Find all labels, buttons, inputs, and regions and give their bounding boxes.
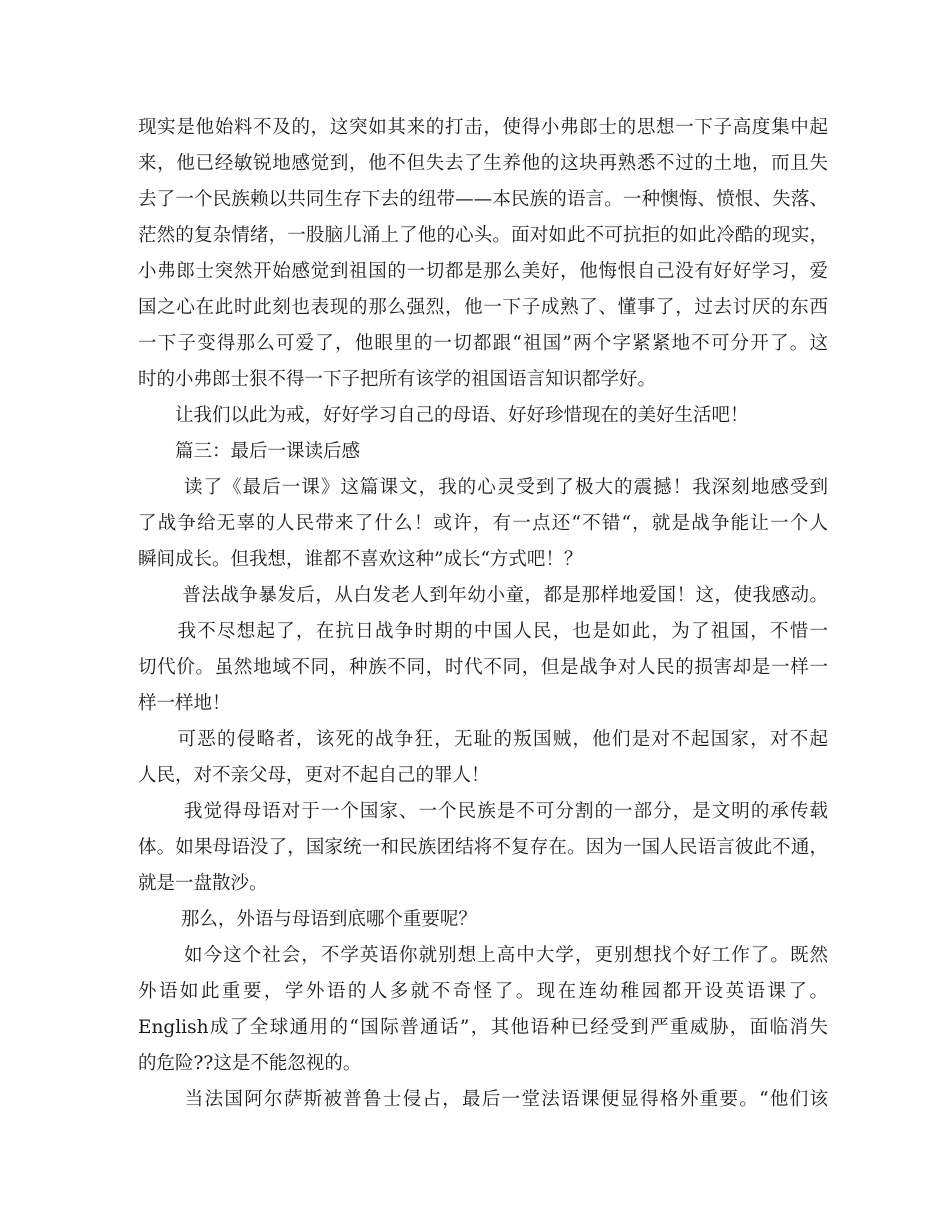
text-line: 如今这个社会，不学英语你就别想上高中大学，更别想找个好工作了。既然 [138,945,828,966]
text-line: 切代价。虽然地域不同，种族不同，时代不同，但是战争对人民的损害却是一样一 [138,657,828,678]
text-line: 的危险??这是不能忽视的。 [138,1053,362,1074]
text-line: 外语如此重要，学外语的人多就不奇怪了。现在连幼稚园都开设英语课了。 [138,981,828,1002]
section-heading: 篇三：最后一课读后感 [138,441,361,462]
text-line: 一下子变得那么可爱了，他眼里的一切都跟“祖国”两个字紧紧地不可分开了。这 [138,333,828,354]
text-line: 我不尽想起了，在抗日战争时期的中国人民，也是如此，为了祖国，不惜一 [138,621,828,642]
text-line: 小弗郎士突然开始感觉到祖国的一切都是那么美好，他悔恨自己没有好好学习，爱 [138,261,828,282]
text-line: 普法战争暴发后，从白发老人到年幼小童，都是那样地爱国！这，使我感动。 [138,585,828,606]
text-line: 读了《最后一课》这篇课文，我的心灵受到了极大的震撼！我深刻地感受到 [138,477,828,498]
text-line: 那么，外语与母语到底哪个重要呢？ [138,909,477,930]
text-line: 时的小弗郎士狠不得一下子把所有该学的祖国语言知识都学好。 [138,369,657,390]
text-line: 了战争给无辜的人民带来了什么！或许，有一点还“不错“，就是战争能让一个人 [138,513,828,534]
text-line: 瞬间成长。但我想，谁都不喜欢这种”成长“方式吧！？ [138,549,583,570]
text-line: 样一样地！ [138,693,231,714]
text-line: English成了全球通用的“国际普通话”，其他语种已经受到严重威胁，面临消失 [138,1017,828,1038]
text-line: 来，他已经敏锐地感觉到，他不但失去了生养他的这块再熟悉不过的土地，而且失 [138,153,828,174]
text-line: 茫然的复杂情绪，一股脑儿涌上了他的心头。面对如此不可抗拒的如此冷酷的现实， [138,225,828,246]
text-line: 让我们以此为戒，好好学习自己的母语、好好珍惜现在的美好生活吧！ [138,405,749,426]
text-line: 现实是他始料不及的，这突如其来的打击，使得小弗郎士的思想一下子高度集中起 [138,117,828,138]
text-line: 就是一盘散沙。 [138,873,268,894]
text-line: 我觉得母语对于一个国家、一个民族是不可分割的一部分，是文明的承传载 [138,801,828,822]
text-line: 当法国阿尔萨斯被普鲁士侵占，最后一堂法语课便显得格外重要。“他们该 [138,1089,828,1110]
text-line: 人民，对不亲父母，更对不起自己的罪人！ [138,765,490,786]
text-line: 体。如果母语没了，国家统一和民族团结将不复存在。因为一国人民语言彼此不通， [138,837,828,858]
text-line: 国之心在此时此刻也表现的那么强烈，他一下子成熟了、懂事了，过去讨厌的东西 [138,297,828,318]
text-line: 可恶的侵略者，该死的战争狂，无耻的叛国贼，他们是对不起国家，对不起 [138,729,828,750]
text-line: 去了一个民族赖以共同生存下去的纽带——本民族的语言。一种懊悔、愤恨、失落、 [138,189,828,210]
